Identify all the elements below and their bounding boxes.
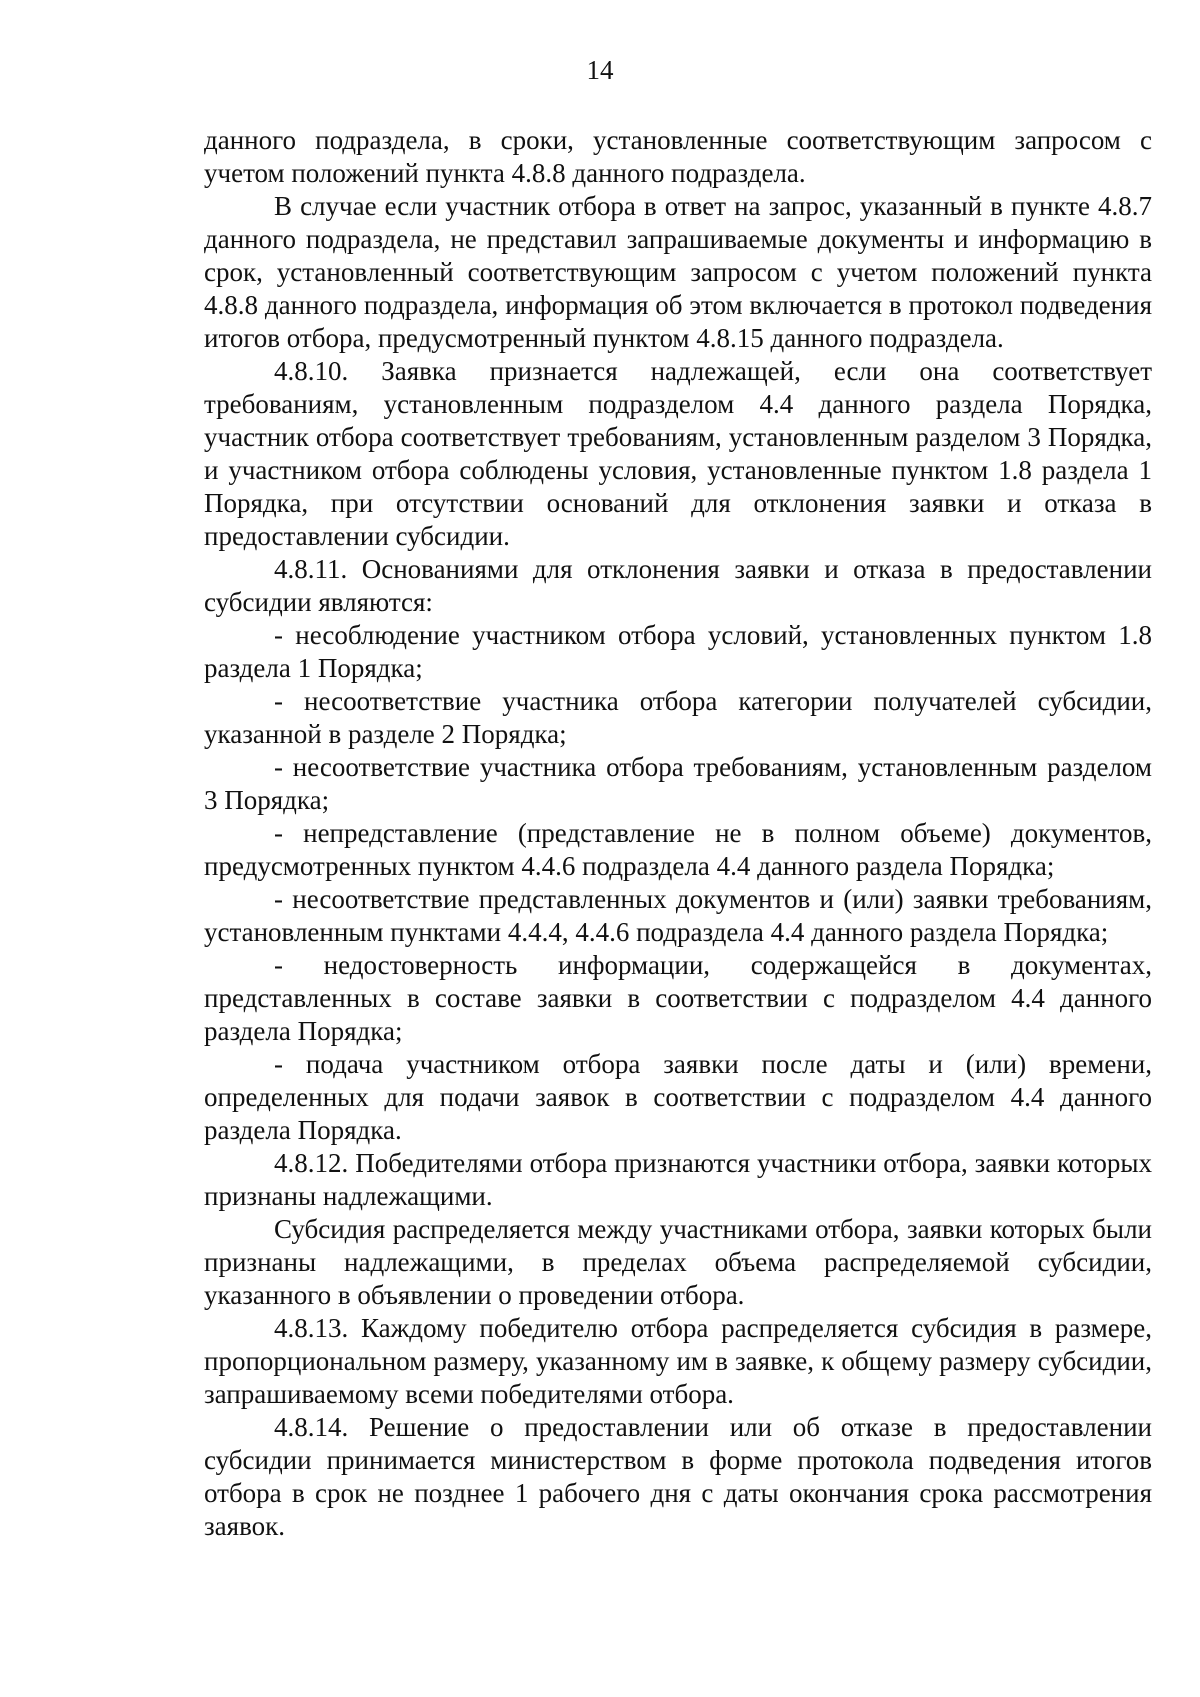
paragraph-case-no-documents: В случае если участник отбора в ответ на запрос, указанный в пункте 4.8.7 данного подраздела, не представил запрашиваемые документы и информацию в срок, установленный соответствующим запросом с учетом положений пункта 4.8.8 данного подраздела, информация об этом включается в протокол подведения итогов отбора, предусмотренный пунктом 4.8.15 данного подраздела. bbox=[204, 191, 1152, 353]
paragraph-4-8-14: 4.8.14. Решение о предоставлении или об отказе в предоставлении субсидии принимается министерством в форме протокола подведения итогов отбора в срок не позднее 1 рабочего дня с даты окончания срока рассмотрения заявок. bbox=[204, 1412, 1152, 1541]
list-item-requirements-mismatch: - несоответствие участника отбора требованиям, установленным разделом 3 Порядка; bbox=[204, 752, 1152, 815]
paragraph-continuation: данного подраздела, в сроки, установленные соответствующим запросом с учетом положений пункта 4.8.8 данного подраздела. bbox=[204, 125, 1152, 188]
paragraph-4-8-12: 4.8.12. Победителями отбора признаются участники отбора, заявки которых признаны надлежащими. bbox=[204, 1148, 1152, 1211]
list-item-unreliable-info: - недостоверность информации, содержащейся в документах, представленных в составе заявки в соответствии с подразделом 4.4 данного раздела Порядка; bbox=[204, 950, 1152, 1046]
paragraph-subsidy-distribution: Субсидия распределяется между участниками отбора, заявки которых были признаны надлежащими, в пределах объема распределяемой субсидии, указанного в объявлении о проведении отбора. bbox=[204, 1214, 1152, 1310]
document-body bbox=[204, 124, 1152, 1543]
page-number: 14 bbox=[586, 55, 614, 85]
list-item-documents-mismatch: - несоответствие представленных документов и (или) заявки требованиям, установленным пунктами 4.4.4, 4.4.6 подраздела 4.4 данного раздела Порядка; bbox=[204, 884, 1152, 947]
list-item-category-mismatch: - несоответствие участника отбора категории получателей субсидии, указанной в разделе 2 Порядка; bbox=[204, 686, 1152, 749]
paragraph-4-8-11: 4.8.11. Основаниями для отклонения заявки и отказа в предоставлении субсидии являются: bbox=[204, 554, 1152, 617]
list-item-late-submission: - подача участником отбора заявки после даты и (или) времени, определенных для подачи заявок в соответствии с подразделом 4.4 данного раздела Порядка. bbox=[204, 1049, 1152, 1145]
list-item-non-submission: - непредставление (представление не в полном объеме) документов, предусмотренных пунктом 4.4.6 подраздела 4.4 данного раздела Порядка; bbox=[204, 818, 1152, 881]
paragraph-4-8-10: 4.8.10. Заявка признается надлежащей, если она соответствует требованиям, установленным подразделом 4.4 данного раздела Порядка, участник отбора соответствует требованиям, установленным разделом 3 Порядка, и участником отбора соблюдены условия, установленные пунктом 1.8 раздела 1 Порядка, при отсутствии оснований для отклонения заявки и отказа в предоставлении субсидии. bbox=[204, 356, 1152, 551]
paragraph-4-8-13: 4.8.13. Каждому победителю отбора распределяется субсидия в размере, пропорциональном размеру, указанному им в заявке, к общему размеру субсидии, запрашиваемому всеми победителями отбора. bbox=[204, 1313, 1152, 1409]
list-item-nonobservance: - несоблюдение участником отбора условий, установленных пунктом 1.8 раздела 1 Порядка; bbox=[204, 620, 1152, 683]
